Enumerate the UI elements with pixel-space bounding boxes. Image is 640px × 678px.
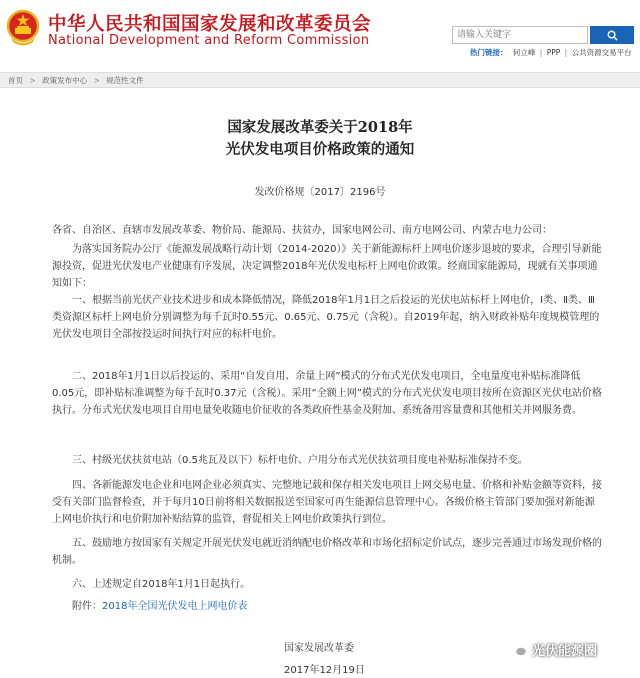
attachment-link[interactable]: 2018年全国光伏发电上网电价表 bbox=[102, 601, 248, 612]
doc-title-line1: 国家发展改革委关于2018年 bbox=[227, 119, 413, 136]
breadcrumb bbox=[0, 72, 640, 88]
doc-recipients: 各省、自治区、直辖市发展改革委、物价局、能源局、扶贫办，国家电网公司、南方电网公司、内蒙古电力公司： bbox=[52, 225, 552, 236]
doc-item-2: 二、2018年1月1日以后投运的、采用“自发自用、余量上网”模式的分布式光伏发电项目，全电量度电补贴标准降低0.05元，即补贴标准调整为每千瓦时0.37元（含税）。采用“全额上网”模式的分布式光伏发电项目按所在资源区光伏电站价格执行。分布式光伏发电项目自用电量免收随电价征收的各类政府性基金及附加、系统备用容量费和其他相关并网服务费。 bbox=[52, 371, 602, 416]
link-ppp[interactable]: PPP bbox=[546, 48, 561, 57]
doc-item-4: 四、各新能源发电企业和电网企业必须真实、完整地记载和保存相关发电项目上网交易电量、价格和补贴金额等资料，接受有关部门监督检查，并于每月10日前将相关数据报送至国家可再生能源信息管理中心。各级价格主管部门要加强对新能源上网电价执行和电价附加补贴结算的监管，督促相关上网电价政策执行到位。 bbox=[52, 480, 602, 525]
link-separator: | bbox=[539, 48, 543, 57]
breadcrumb-arrow-icon: > bbox=[29, 76, 36, 85]
doc-item-3: 三、村级光伏扶贫电站（0.5兆瓦及以下）标杆电价、户用分布式光伏扶贫项目度电补贴标准保持不变。 bbox=[72, 455, 528, 466]
attachment-label: 附件： bbox=[72, 601, 102, 612]
site-subtitle: National Development and Reform Commission bbox=[48, 33, 370, 48]
doc-item-6: 六、上述规定自2018年1月1日起执行。 bbox=[72, 579, 251, 590]
search-icon bbox=[607, 30, 618, 41]
doc-title-line2: 光伏发电项目价格政策的通知 bbox=[225, 141, 415, 158]
hot-links-label: 热门链接： bbox=[470, 48, 508, 57]
breadcrumb-policy-center[interactable]: 政策发布中心 bbox=[42, 76, 88, 85]
search-button[interactable] bbox=[590, 26, 634, 44]
breadcrumb-normative-docs[interactable]: 规范性文件 bbox=[106, 76, 144, 85]
doc-intro: 为落实国务院办公厅《能源发展战略行动计划（2014-2020）》关于新能源标杆上网电价逐步退坡的要求，合理引导新能源投资，促进光伏发电产业健康有序发展，决定调整2018年光伏发电标杆上网电价政策。经商国家能源局，现就有关事项通知如下： bbox=[52, 244, 602, 289]
doc-attachment bbox=[52, 598, 602, 615]
national-emblem-icon bbox=[6, 8, 40, 48]
site-title[interactable]: 中华人民共和国国家发展和改革委员会 bbox=[48, 14, 372, 35]
breadcrumb-home[interactable]: 首页 bbox=[8, 76, 23, 85]
doc-signer: 国家发展改革委 bbox=[284, 643, 354, 654]
link-he-lifeng[interactable]: 何立峰 bbox=[512, 48, 536, 57]
doc-number: 发改价格规〔2017〕2196号 bbox=[254, 187, 386, 198]
site-header bbox=[0, 0, 640, 62]
watermark-text: 光伏能源圈 bbox=[532, 644, 598, 659]
search-input[interactable] bbox=[452, 26, 588, 44]
doc-date: 2017年12月19日 bbox=[284, 665, 365, 676]
hot-links bbox=[470, 47, 638, 58]
watermark bbox=[508, 640, 597, 659]
wechat-icon bbox=[508, 641, 528, 658]
doc-item-1: 一、根据当前光伏产业技术进步和成本降低情况，降低2018年1月1日之后投运的光伏电站标杆上网电价，Ⅰ类、Ⅱ类、Ⅲ类资源区标杆上网电价分别调整为每千瓦时0.55元、0.65元、0.75元（含税）。自2019年起，纳入财政补贴年度规模管理的光伏发电项目全部按投运时间执行对应的标杆电价。 bbox=[52, 295, 600, 340]
doc-item-5: 五、鼓励地方按国家有关规定开展光伏发电就近消纳配电价格改革和市场化招标定价试点，逐步完善通过市场发现价格的机制。 bbox=[52, 538, 602, 566]
link-public-resource-trading[interactable]: 公共资源交易平台 bbox=[571, 48, 632, 57]
breadcrumb-arrow-icon: > bbox=[93, 76, 100, 85]
link-separator: | bbox=[564, 48, 568, 57]
